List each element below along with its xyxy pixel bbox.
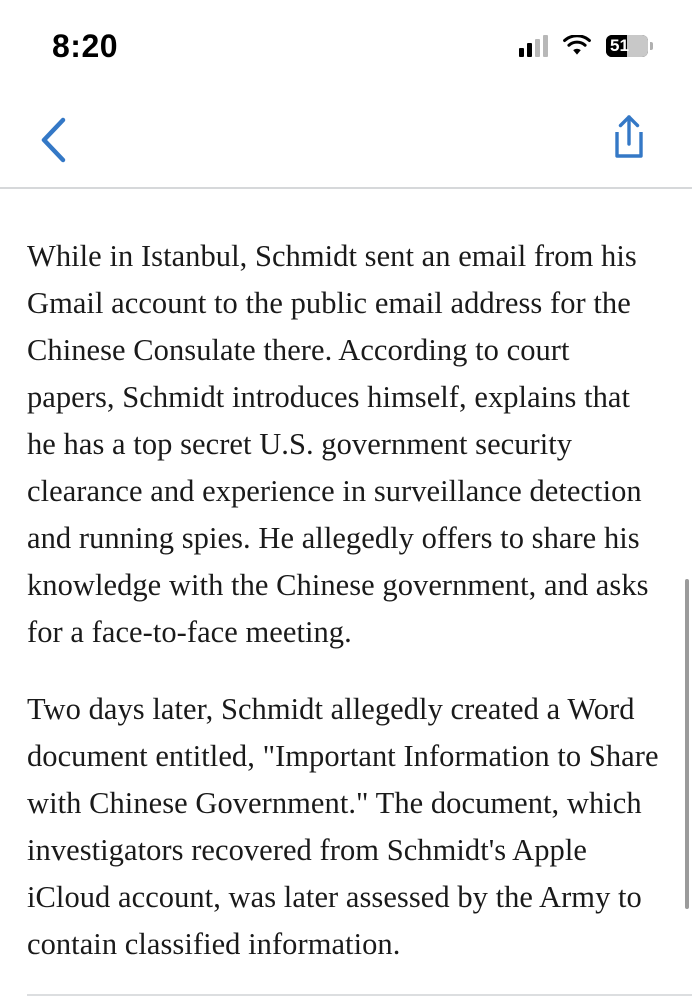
navigation-bar — [0, 92, 692, 187]
chevron-left-icon — [37, 115, 69, 165]
cellular-bars-icon — [519, 35, 548, 57]
article-paragraph: While in Istanbul, Schmidt sent an email from his Gmail account to the public email address for the Chinese Consulate there. According to court papers, Schmidt introduces himself, explains that he has a top secret U.S. government security clearance and experience in surveillance detection and running spies. He allegedly offers to share his knowledge with the Chinese government, and asks for a face-to-face meeting. — [27, 239, 649, 649]
share-icon — [610, 114, 648, 165]
status-bar-indicators — [519, 35, 648, 57]
battery-percent-label: 51 — [610, 36, 629, 55]
wifi-icon — [562, 35, 592, 57]
article-paragraph: Two days later, Schmidt allegedly created a Word document entitled, "Important Information to Share with Chinese Government." The document, which investigators recovered from Schmidt's Apple iCloud account, was later assessed by the Army to contain classified information. — [27, 692, 659, 961]
share-button[interactable] — [602, 113, 656, 167]
status-bar-clock: 8:20 — [52, 27, 119, 64]
battery-icon — [606, 35, 648, 57]
status-bar — [0, 0, 692, 92]
content-divider — [27, 994, 692, 996]
back-button[interactable] — [26, 113, 80, 167]
article-body[interactable] — [0, 189, 692, 1000]
vertical-scrollbar[interactable] — [685, 579, 689, 909]
